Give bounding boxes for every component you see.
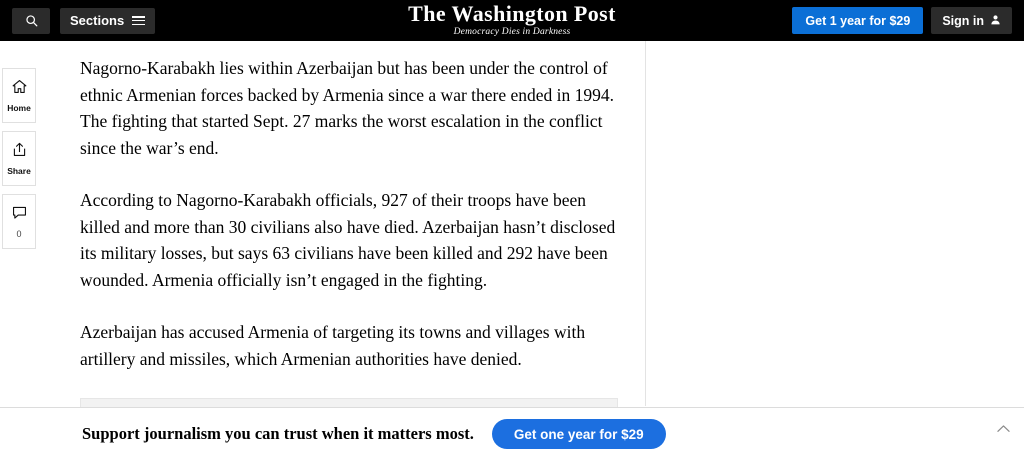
home-icon [11,78,28,100]
column-divider [645,41,646,406]
share-icon [11,141,28,163]
subscribe-banner [0,407,1024,460]
header-actions [792,7,1012,34]
rail-item-share[interactable] [2,131,36,186]
article-action-rail [2,68,36,249]
banner-subscribe-button[interactable]: Get one year for $29 [492,419,666,449]
banner-text: Support journalism you can trust when it matters most. [82,424,474,443]
subscribe-button[interactable]: Get 1 year for $29 [792,7,923,34]
rail-item-comments[interactable] [2,194,36,249]
search-icon [25,14,38,27]
site-title: The Washington Post [408,1,616,26]
chevron-up-icon[interactable] [997,422,1010,435]
article-paragraph: According to Nagorno-Karabakh officials, 927 of their troops have been killed and more than 30 civilians also have died. Azerbaijan hasn’t disclosed its military losses, but says 63 civilians have been killed and 292 have been wounded. Armenia officially isn’t engaged in the fighting. [80,190,616,290]
rail-label-home: Home [7,103,31,113]
signin-label: Sign in [942,13,984,28]
article-paragraph: Azerbaijan has accused Armenia of targeting its towns and villages with artillery and missiles, which Armenian authorities have denied. [80,322,586,369]
rail-item-home[interactable] [2,68,36,123]
signin-button[interactable] [931,7,1012,34]
site-header [0,0,1024,41]
comment-count: 0 [16,229,22,239]
sections-label: Sections [70,13,125,28]
article-body [80,55,625,418]
article-paragraph: Nagorno-Karabakh lies within Azerbaijan but has been under the control of ethnic Armenian forces backed by Armenia since a war there ended in 1994. The fighting that started Sept. 27 marks the worst escalation in the conflict since the war’s end. [80,58,615,158]
user-icon [990,14,1001,28]
hamburger-icon [132,16,145,25]
rail-label-share: Share [7,166,31,176]
sections-button[interactable] [60,8,155,34]
search-button[interactable] [12,8,50,34]
comment-icon [11,204,28,226]
site-slogan: Democracy Dies in Darkness [453,27,571,37]
